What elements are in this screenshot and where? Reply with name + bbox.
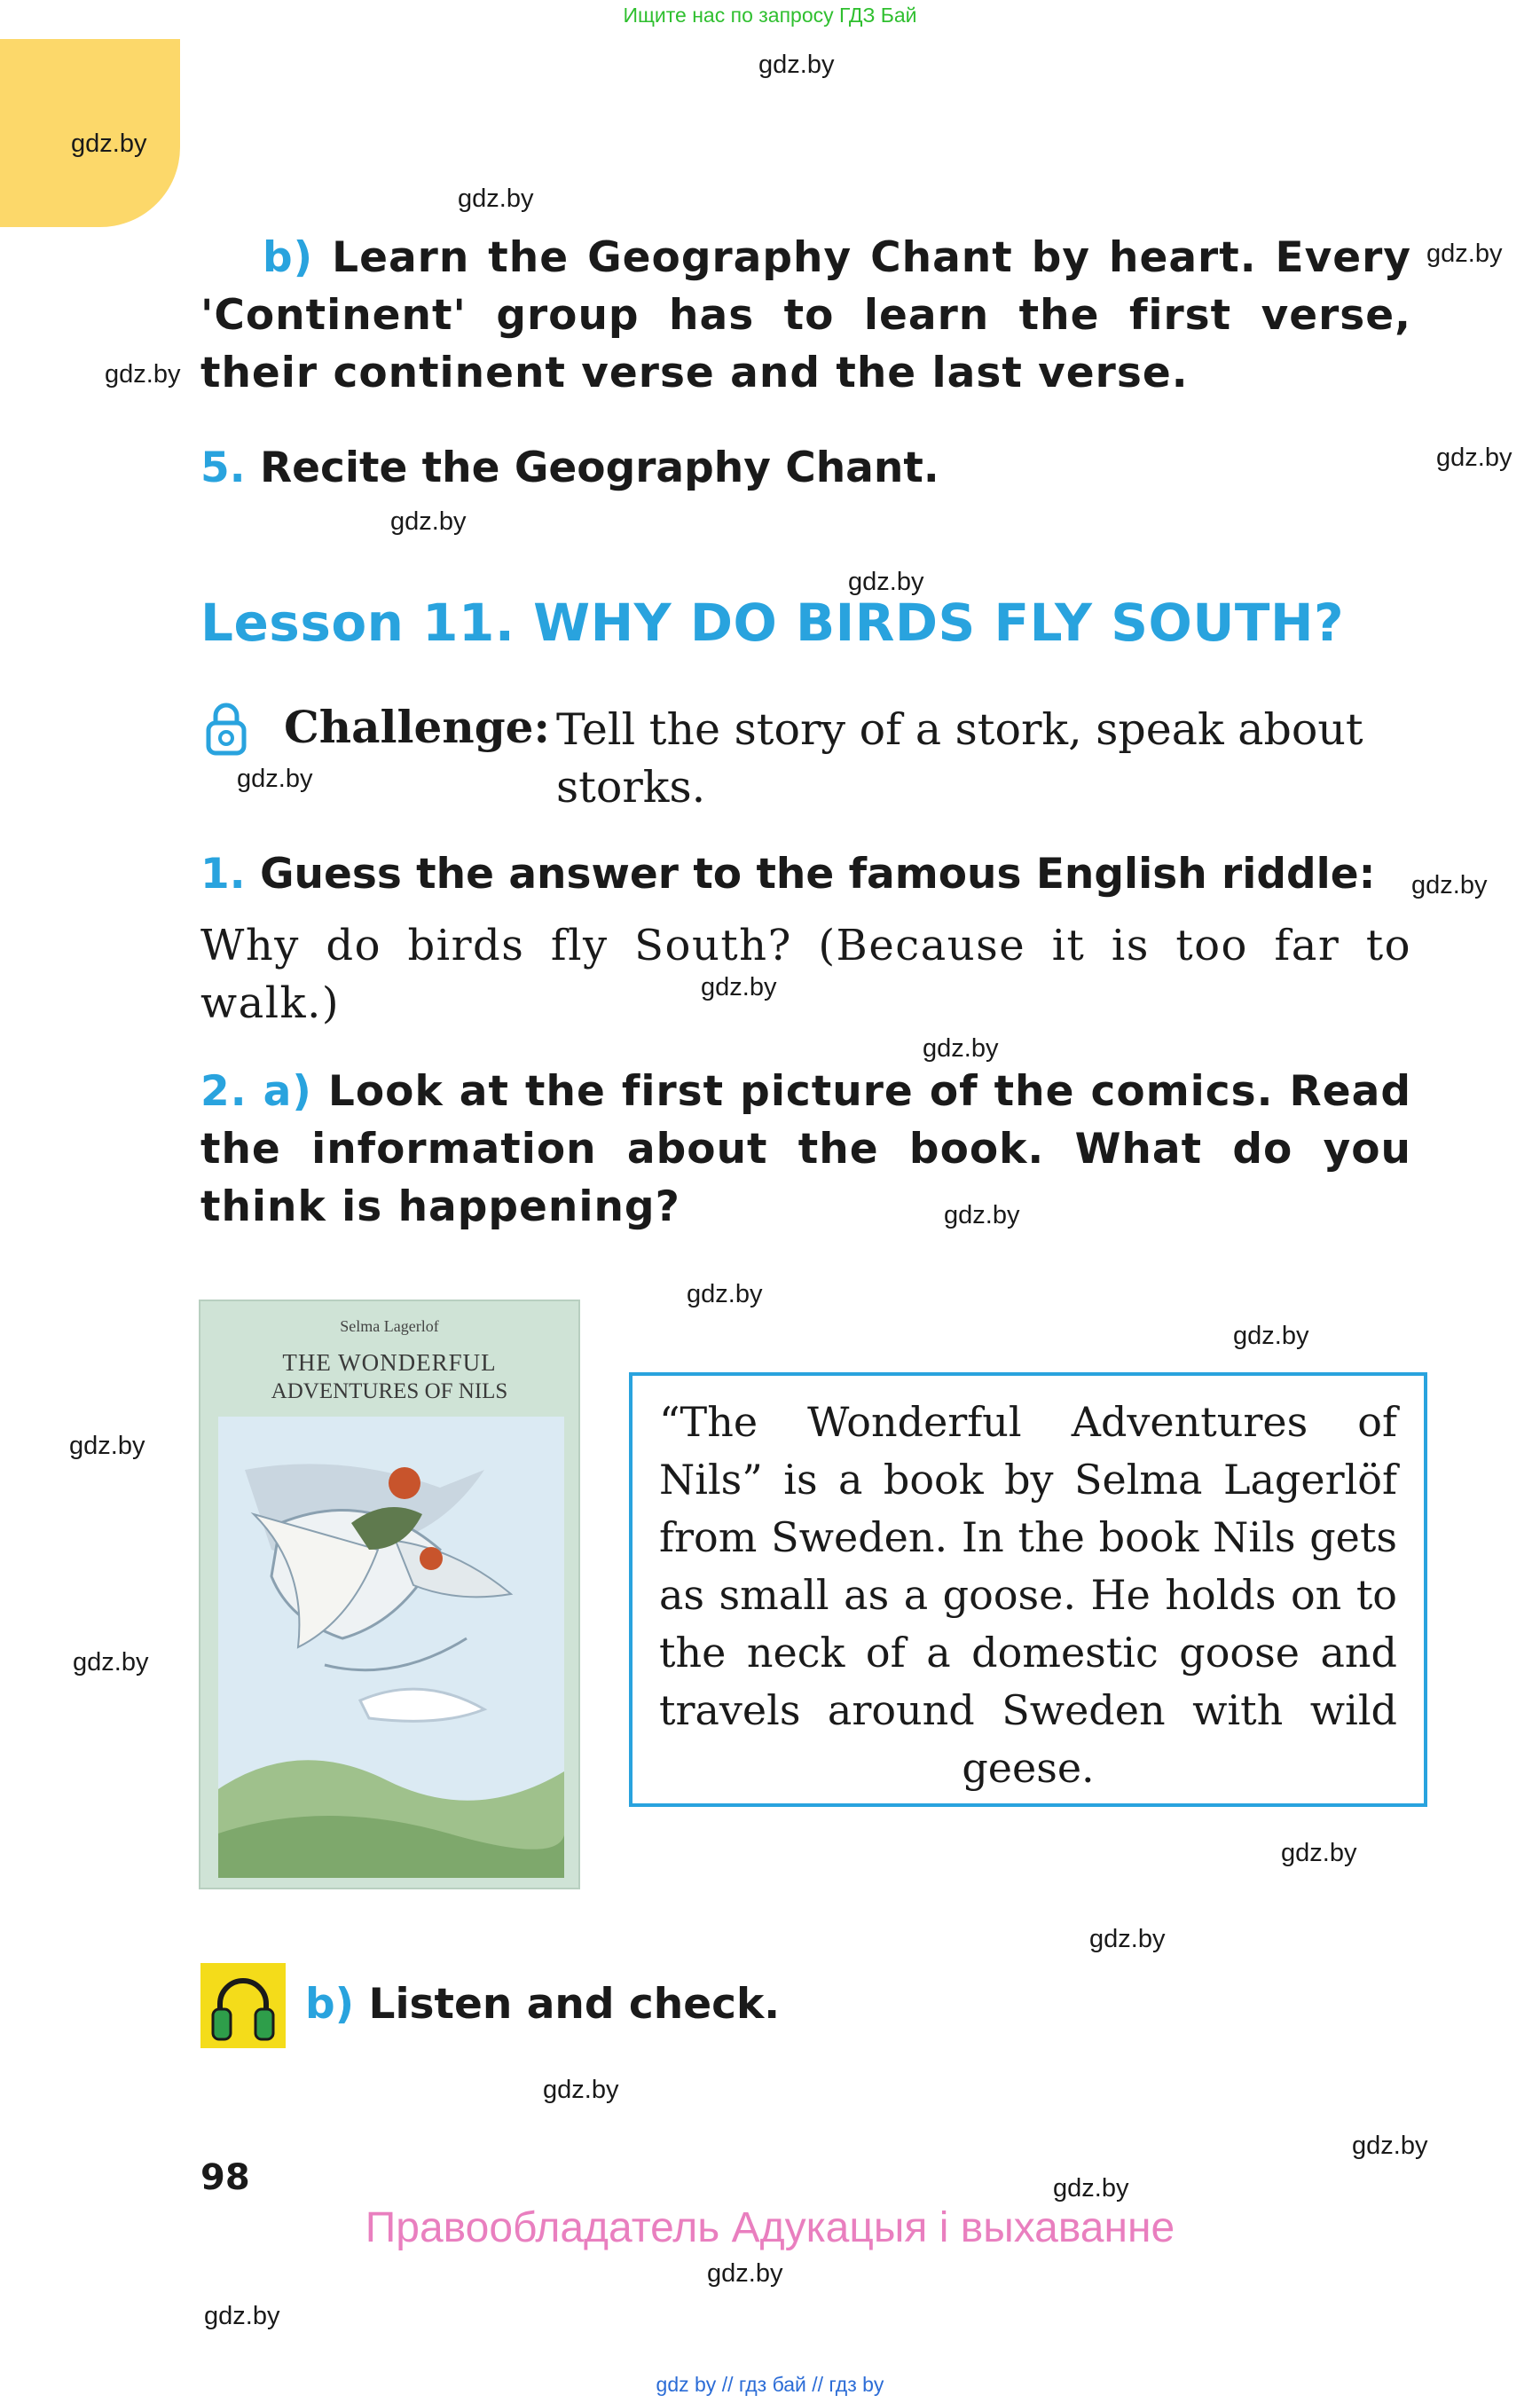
watermark: gdz.by xyxy=(848,568,924,596)
exercise-text: Learn the Geography Chant by heart. Every 'Continent' group has to learn the first verse, their continent verse and the last verse. xyxy=(200,233,1411,397)
watermark: gdz.by xyxy=(73,1648,149,1677)
riddle-text: Why do birds fly South? (Because it is too far to walk.) xyxy=(200,921,1411,1028)
exercise-2a xyxy=(200,1063,1411,1236)
footer-links[interactable]: gdz by // гдз бай // гдз by xyxy=(656,2373,884,2396)
watermark: gdz.by xyxy=(458,185,534,213)
watermark: gdz.by xyxy=(701,973,777,1001)
watermark: gdz.by xyxy=(390,507,467,536)
exercise-text: Look at the first picture of the comics. Read the information about the book. What do you think is happening? xyxy=(200,1067,1411,1231)
exercise-label: a) xyxy=(263,1067,312,1116)
exercise-number: 5. xyxy=(200,444,246,492)
watermark: gdz.by xyxy=(758,51,835,79)
exercise-number: 2. xyxy=(200,1067,248,1116)
page-number: 98 xyxy=(200,2157,250,2198)
lesson-title: Lesson 11. WHY DO BIRDS FLY SOUTH? xyxy=(200,593,1345,653)
watermark: gdz.by xyxy=(944,1201,1020,1229)
challenge-text: Tell the story of a stork, speak about storks. xyxy=(556,704,1363,813)
lock-icon xyxy=(206,701,247,756)
book-author: Selma Lagerlof xyxy=(340,1317,439,1335)
watermark: gdz.by xyxy=(1436,444,1512,472)
challenge-label: Challenge: xyxy=(284,701,550,753)
watermark: gdz.by xyxy=(543,2076,619,2104)
goose-illustration xyxy=(218,1417,564,1878)
watermark: gdz.by xyxy=(71,130,147,158)
copyright-notice: Правообладатель Адукацыя і выхаванне xyxy=(365,2204,1175,2251)
exercise-number: 1. xyxy=(200,850,246,899)
watermark: gdz.by xyxy=(237,765,313,793)
exercise-5 xyxy=(200,444,939,492)
watermark: gdz.by xyxy=(707,2259,783,2288)
exercise-label: b) xyxy=(305,1980,355,2029)
book-title-line2: ADVENTURES OF NILS xyxy=(271,1379,508,1403)
book-title-line1: THE WONDERFUL xyxy=(282,1349,497,1376)
watermark: gdz.by xyxy=(1426,240,1503,268)
top-search-banner[interactable]: Ищите нас по запросу ГДЗ Бай xyxy=(623,4,917,27)
watermark: gdz.by xyxy=(204,2302,280,2330)
book-cover-image xyxy=(199,1300,580,1889)
watermark: gdz.by xyxy=(1089,1925,1166,1953)
exercise-text: Listen and check. xyxy=(368,1980,781,2029)
watermark: gdz.by xyxy=(1281,1839,1357,1867)
watermark: gdz.by xyxy=(687,1280,763,1308)
watermark: gdz.by xyxy=(1053,2174,1129,2203)
watermark: gdz.by xyxy=(1352,2132,1428,2160)
exercise-instruction: Guess the answer to the famous English riddle: xyxy=(259,850,1376,899)
headphones-icon xyxy=(200,1963,286,2048)
watermark: gdz.by xyxy=(105,360,181,389)
watermark: gdz.by xyxy=(1233,1322,1309,1350)
watermark: gdz.by xyxy=(923,1034,999,1063)
exercise-2b xyxy=(305,1980,780,2029)
exercise-text: Recite the Geography Chant. xyxy=(259,444,939,492)
exercise-4b xyxy=(200,229,1411,402)
book-info-box: “The Wonderful Adventures of Nils” is a book by Selma Lagerlöf from Sweden. In the book Nils gets as small as a goose. He holds on to the neck of a domestic goose and travels around Sweden with wild geese. xyxy=(629,1372,1427,1807)
watermark: gdz.by xyxy=(1411,871,1488,899)
exercise-label: b) xyxy=(263,233,314,282)
watermark: gdz.by xyxy=(69,1432,145,1460)
exercise-1 xyxy=(200,850,1375,899)
